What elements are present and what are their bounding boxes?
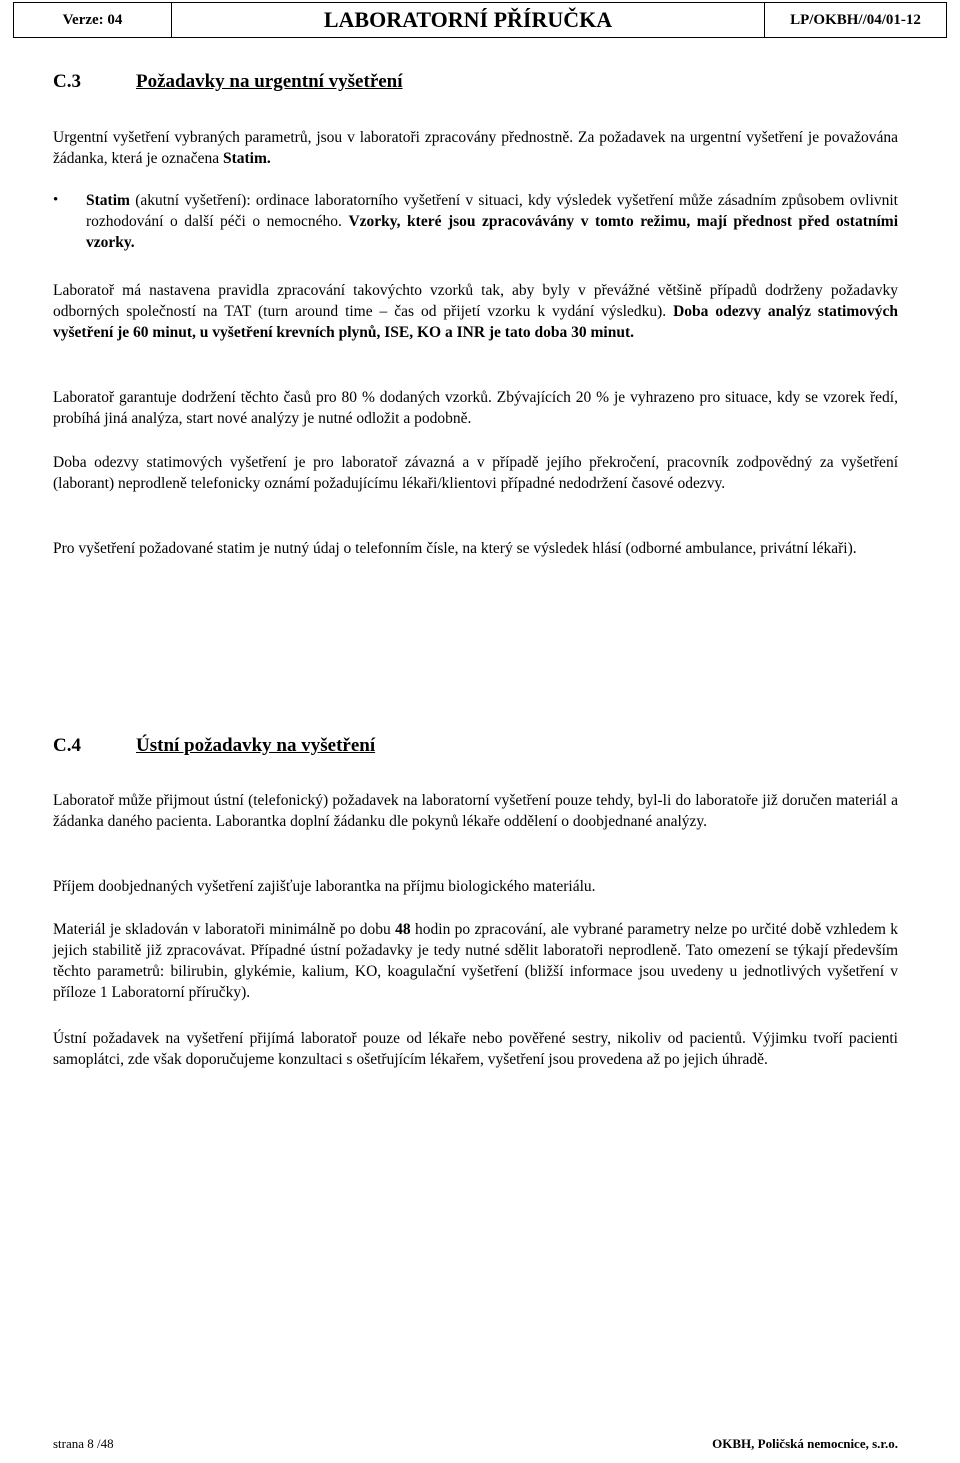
bullet-icon: • [53, 192, 59, 208]
section-c4-number: C.4 [53, 735, 81, 756]
c3-paragraph-2 [53, 387, 898, 429]
c3-para3-text: Doba odezvy statimových vyšetření je pro laboratoř závazná a v případě jejího překročení, pracovník zodpovědný za vyšetření (laborant) neprodleně telefonicky oznámí požadujícímu lékaři/klientovi případné nedodržení časové odezvy. [53, 454, 898, 492]
c3-para1-bold: Doba odezvy analýz statimových vyšetření je 60 minut, u vyšetření krevních plynů, ISE, KO a INR je tato doba 30 minut. [53, 303, 898, 341]
section-c3-number: C.3 [53, 71, 81, 92]
c3-bullet-lead: Statim [86, 192, 130, 209]
section-c4-title: Ústní požadavky na vyšetření [136, 735, 376, 756]
page-header [13, 2, 947, 38]
header-version: Verze: 04 [14, 3, 172, 37]
c3-intro-text: Urgentní vyšetření vybraných parametrů, jsou v laboratoři zpracovány přednostně. Za požadavek na urgentní vyšetření je považována žádanka, která je označena [53, 129, 898, 167]
c3-para4-text: Pro vyšetření požadované statim je nutný údaj o telefonním čísle, na který se výsledek hlásí (odborné ambulance, privátní lékaři). [53, 540, 857, 557]
c3-para1-text: Laboratoř má nastavena pravidla zpracování takovýchto vzorků tak, aby byly v převážné většině případů dodrženy požadavky odborných společností na TAT (turn around time – čas od přijetí vzorku k vydání výsledku). [53, 282, 898, 320]
c3-para2-text: Laboratoř garantuje dodržení těchto časů pro 80 % dodaných vzorků. Zbývajících 20 % je vyhrazeno pro situace, kdy se vzorek ředí, probíhá jiná analýza, start nové analýzy je nutné odložit a podobně. [53, 389, 898, 427]
c3-paragraph-4 [53, 538, 898, 559]
c3-bullet-text: (akutní vyšetření): ordinace laboratorního vyšetření v situaci, kdy výsledek vyšetření může zásadním způsobem ovlivnit rozhodování o další péči o nemocného. [86, 192, 898, 230]
c4-para3-bold: 48 [395, 921, 411, 938]
c3-intro-bold: Statim. [222, 150, 271, 167]
footer-page-number: strana 8 /48 [53, 1436, 114, 1451]
c4-para4-text: Ústní požadavek na vyšetření přijímá laboratoř pouze od lékaře nebo pověřené sestry, nikoliv od pacientů. Výjimku tvoří pacienti samoplátci, zde však doporučujeme konzultaci s ošetřujícím lékařem, vyšetření jsou provedena až po jejich úhradě. [53, 1030, 898, 1068]
header-code: LP/OKBH//04/01-12 [764, 3, 946, 37]
c4-paragraph-2 [53, 876, 898, 897]
section-c3-heading [53, 71, 403, 93]
c3-bullet-tail: Vzorky, které jsou zpracovávány v tomto režimu, mají přednost před ostatními vzorky. [86, 213, 898, 251]
header-title: LABORATORNÍ PŘÍRUČKA [323, 7, 613, 32]
c3-intro [53, 127, 898, 169]
section-c3-title: Požadavky na urgentní vyšetření [136, 71, 403, 92]
c3-bullet-item [53, 190, 898, 253]
page-footer [53, 1436, 898, 1452]
c3-paragraph-1 [53, 280, 898, 343]
c4-para3-text-a: Materiál je skladován v laboratoři minimálně po dobu [53, 921, 396, 938]
c4-para3-text-b: hodin po zpracování, ale vybrané parametry nelze po určité době vzhledem k jejich stabilitě již zpracovávat. Případné ústní požadavky je tedy nutné sdělit laboratoři neprodleně. Tato omezení se týkají především těchto parametrů: bilirubin, glykémie, kalium, KO, koagulační vyšetření (bližší informace jsou uvedeny u jednotlivých vyšetření v příloze 1 Laboratorní příručky). [53, 921, 898, 1001]
c4-para2-text: Příjem doobjednaných vyšetření zajišťuje laborantka na příjmu biologického materiálu. [53, 878, 596, 895]
footer-organization: OKBH, Poličská nemocnice, s.r.o. [712, 1436, 898, 1451]
c4-paragraph-3 [53, 919, 898, 1003]
c4-paragraph-1 [53, 790, 898, 832]
c3-paragraph-3 [53, 452, 898, 494]
c4-paragraph-4 [53, 1028, 898, 1070]
c4-para1-text: Laboratoř může přijmout ústní (telefonický) požadavek na laboratorní vyšetření pouze tehdy, byl-li do laboratoře již doručen materiál a žádanka daného pacienta. Laborantka doplní žádanku dle pokynů lékaře oddělení o doobjednané analýzy. [53, 792, 898, 830]
section-c4-heading [53, 735, 375, 757]
